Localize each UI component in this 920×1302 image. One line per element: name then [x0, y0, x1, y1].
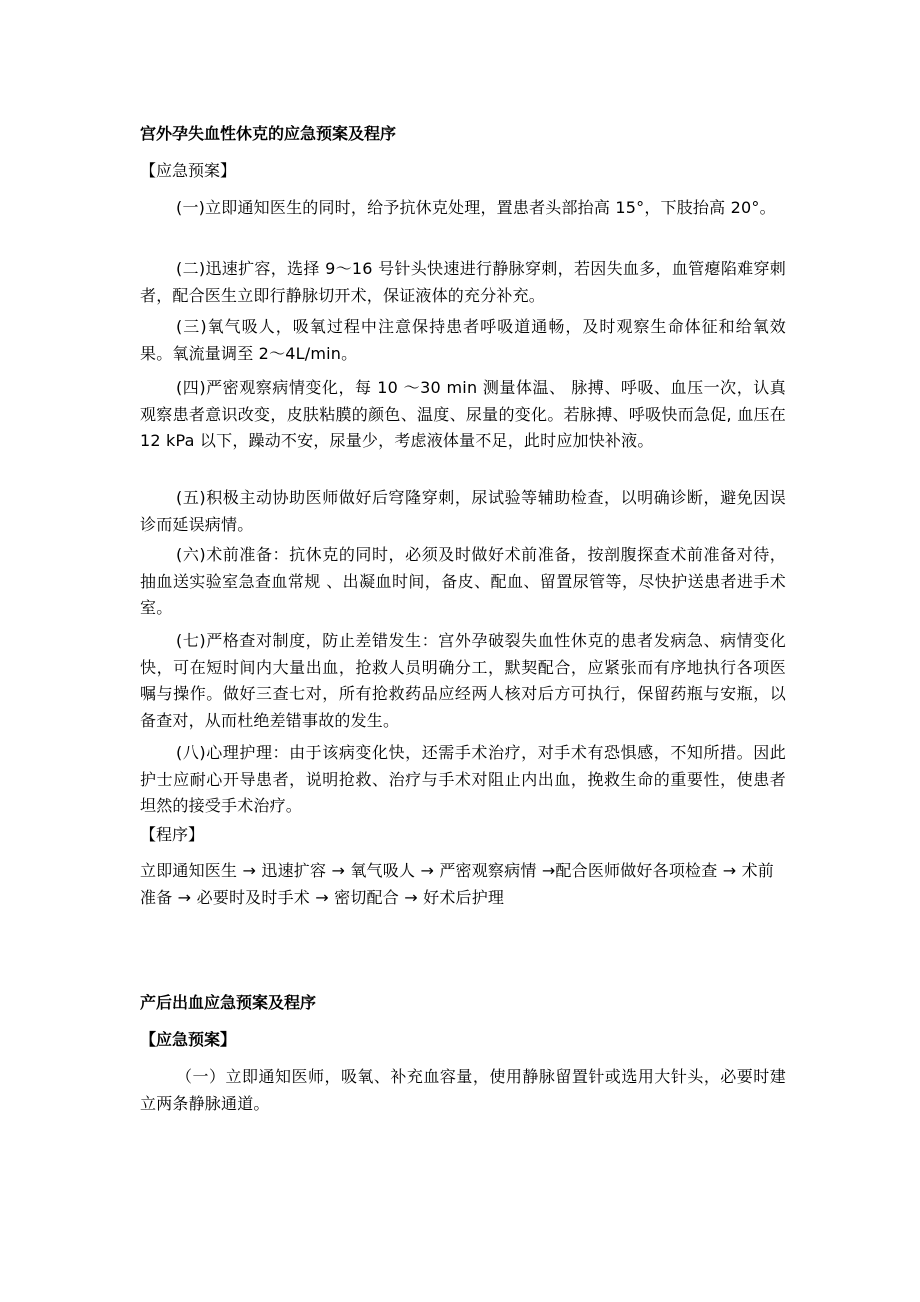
section1-item-4: (四)严密观察病情变化，每 10 ～30 min 测量体温、 脉搏、呼吸、血压一次，认真观察患者意识改变，皮肤粘膜的颜色、温度、尿量的变化。若脉搏、呼吸快而急促, 血压在 12 kPa 以下，躁动不安，尿量少，考虑液体量不足，此时应加快补液。 [140, 378, 786, 450]
section1-procedure-label: 【程序】 [140, 825, 205, 844]
section1-procedure-flow: 立即通知医生 → 迅速扩容 → 氧气吸人 → 严密观察病情 →配合医师做好各项检查 → 术前准备 → 必要时及时手术 → 密切配合 → 好术后护理 [140, 861, 775, 907]
section2-item-1: （一）立即通知医师，吸氧、补充血容量，使用静脉留置针或选用大针头，必要时建立两条静脉通道。 [140, 1067, 786, 1113]
section1-item-1: (一)立即通知医生的同时，给予抗休克处理，置患者头部抬高 15°，下肢抬高 20°。 [176, 198, 776, 217]
section1-title: 宫外孕失血性休克的应急预案及程序 [140, 124, 397, 143]
section2-title: 产后出血应急预案及程序 [140, 993, 317, 1012]
section1-item-3: (三)氧气吸人，吸氧过程中注意保持患者呼吸道通畅，及时观察生命体征和给氧效果。氧流量调至 2～4L/min。 [140, 317, 786, 363]
section1-item-2: (二)迅速扩容，选择 9～16 号针头快速进行静脉穿刺，若因失血多，血管瘪陷难穿刺者，配合医生立即行静脉切开术，保证液体的充分补充。 [140, 259, 786, 305]
section1-item-5: (五)积极主动协助医师做好后穹隆穿刺，尿试验等辅助检查，以明确诊断，避免因误诊而延误病情。 [140, 488, 786, 534]
section1-item-7: (七)严格查对制度，防止差错发生：宫外孕破裂失血性休克的患者发病急、病情变化快，可在短时间内大量出血，抢救人员明确分工，默契配合，应紧张而有序地执行各项医嘱与操作。做好三查七对，所有抢救药品应经两人核对后方可执行，保留药瓶与安瓶，以备查对，从而杜绝差错事故的发生。 [140, 631, 786, 730]
section1-item-6: (六)术前准备：抗休克的同时，必须及时做好术前准备，按剖腹探查术前准备对待，抽血送实验室急查血常规 、出凝血时间，备皮、配血、留置尿管等，尽快护送患者进手术室。 [140, 545, 786, 617]
section1-item-8: (八)心理护理：由于该病变化快，还需手术治疗，对手术有恐惧感，不知所措。因此护士应耐心开导患者，说明抢救、治疗与手术对阻止内出血，挽救生命的重要性，使患者坦然的接受手术治疗。 [140, 743, 786, 815]
section2-plan-label: 【应急预案】 [140, 1030, 237, 1049]
section1-plan-label: 【应急预案】 [140, 161, 237, 180]
